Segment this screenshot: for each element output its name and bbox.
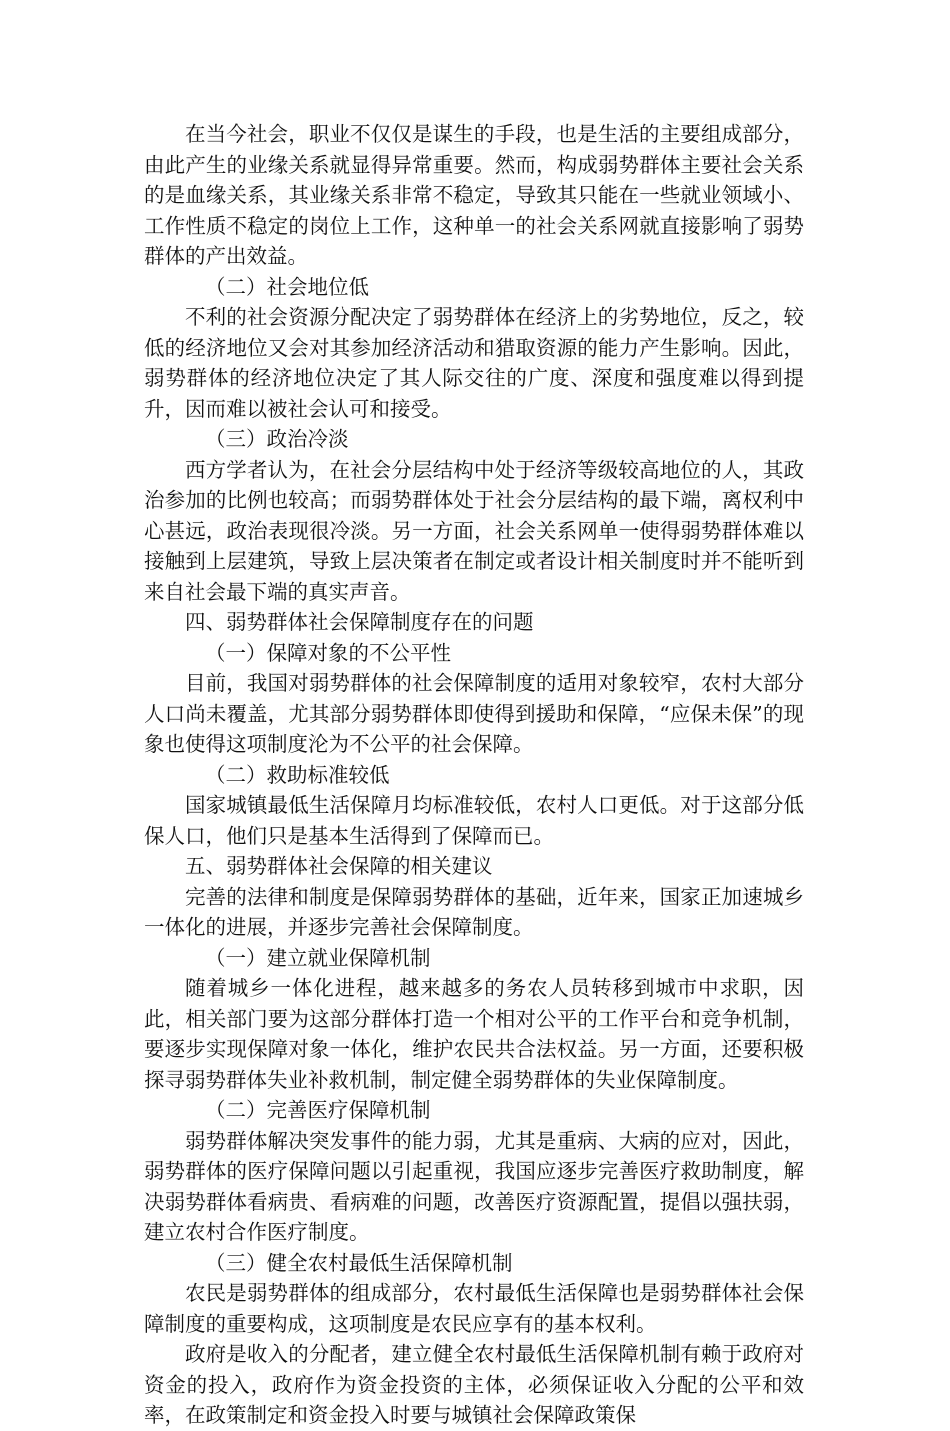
paragraph-political-apathy: 西方学者认为，在社会分层结构中处于经济等级较高地位的人，其政治参加的比例也较高；而弱势群体处于社会分层结构的最下端，离权利中心甚远，政治表现很冷淡。另一方面，社会关系网单一使得弱势群体难以接触到上层建筑，导致上层决策者在制定或者设计相关制度时并不能听到来自社会最下端的真实声音。 (144, 457, 804, 604)
paragraph-occupational-relations: 在当今社会，职业不仅仅是谋生的手段，也是生活的主要组成部分，由此产生的业缘关系就显得异常重要。然而，构成弱势群体主要社会关系的是血缘关系，其业缘关系非常不稳定，导致其只能在一些就业领域小、工作性质不稳定的岗位上工作，这种单一的社会关系网就直接影响了弱势群体的产出效益。 (144, 122, 804, 268)
heading-rural-minimum-living: （三）健全农村最低生活保障机制 (205, 1250, 513, 1275)
heading-medical-security: （二）完善医疗保障机制 (205, 1098, 431, 1122)
heading-unfair-coverage: （一）保障对象的不公平性 (205, 640, 451, 665)
paragraph-low-standards: 国家城镇最低生活保障月均标准较低，农村人口更低。对于这部分低保人口，他们只是基本生活得到了保障而已。 (144, 793, 804, 848)
heading-low-social-status: （二）社会地位低 (205, 274, 369, 299)
document-page (144, 119, 804, 1431)
heading-low-standards: （二）救助标准较低 (205, 762, 390, 787)
section-heading-problems: 四、弱势群体社会保障制度存在的问题 (185, 610, 534, 634)
paragraph-rural-minimum-living: 农民是弱势群体的组成部分，农村最低生活保障也是弱势群体社会保障制度的重要构成，这项制度是农民应享有的基本权利。 (144, 1281, 804, 1336)
paragraph-medical-security: 弱势群体解决突发事件的能力弱，尤其是重病、大病的应对，因此，弱势群体的医疗保障问题以引起重视，我国应逐步完善医疗救助制度，解决弱势群体看病贵、看病难的问题，改善医疗资源配置，提倡以强扶弱，建立农村合作医疗制度。 (144, 1128, 804, 1244)
paragraph-social-status: 不利的社会资源分配决定了弱势群体在经济上的劣势地位，反之，较低的经济地位又会对其参加经济活动和猎取资源的能力产生影响。因此，弱势群体的经济地位决定了其人际交往的广度、深度和强度难以得到提升，因而难以被社会认可和接受。 (144, 305, 804, 421)
section-heading-suggestions: 五、弱势群体社会保障的相关建议 (185, 854, 493, 878)
paragraph-suggestions-intro: 完善的法律和制度是保障弱势群体的基础，近年来，国家正加速城乡一体化的进展，并逐步完善社会保障制度。 (144, 884, 804, 939)
paragraph-government-funding: 政府是收入的分配者，建立健全农村最低生活保障机制有赖于政府对资金的投入，政府作为资金投资的主体，必须保证收入分配的公平和效率，在政策制定和资金投入时要与城镇社会保障政策保 (144, 1342, 804, 1427)
heading-political-apathy: （三）政治冷淡 (205, 427, 349, 451)
heading-employment-security: （一）建立就业保障机制 (205, 945, 431, 970)
paragraph-unfair-coverage: 目前，我国对弱势群体的社会保障制度的适用对象较窄，农村大部分人口尚未覆盖，尤其部分弱势群体即使得到援助和保障，“应保未保”的现象也使得这项制度沦为不公平的社会保障。 (144, 671, 804, 756)
paragraph-employment-security: 随着城乡一体化进程，越来越多的务农人员转移到城市中求职，因此，相关部门要为这部分群体打造一个相对公平的工作平台和竞争机制，要逐步实现保障对象一体化，维护农民共合法权益。另一方面，还要积极探寻弱势群体失业补救机制，制定健全弱势群体的失业保障制度。 (144, 976, 804, 1092)
